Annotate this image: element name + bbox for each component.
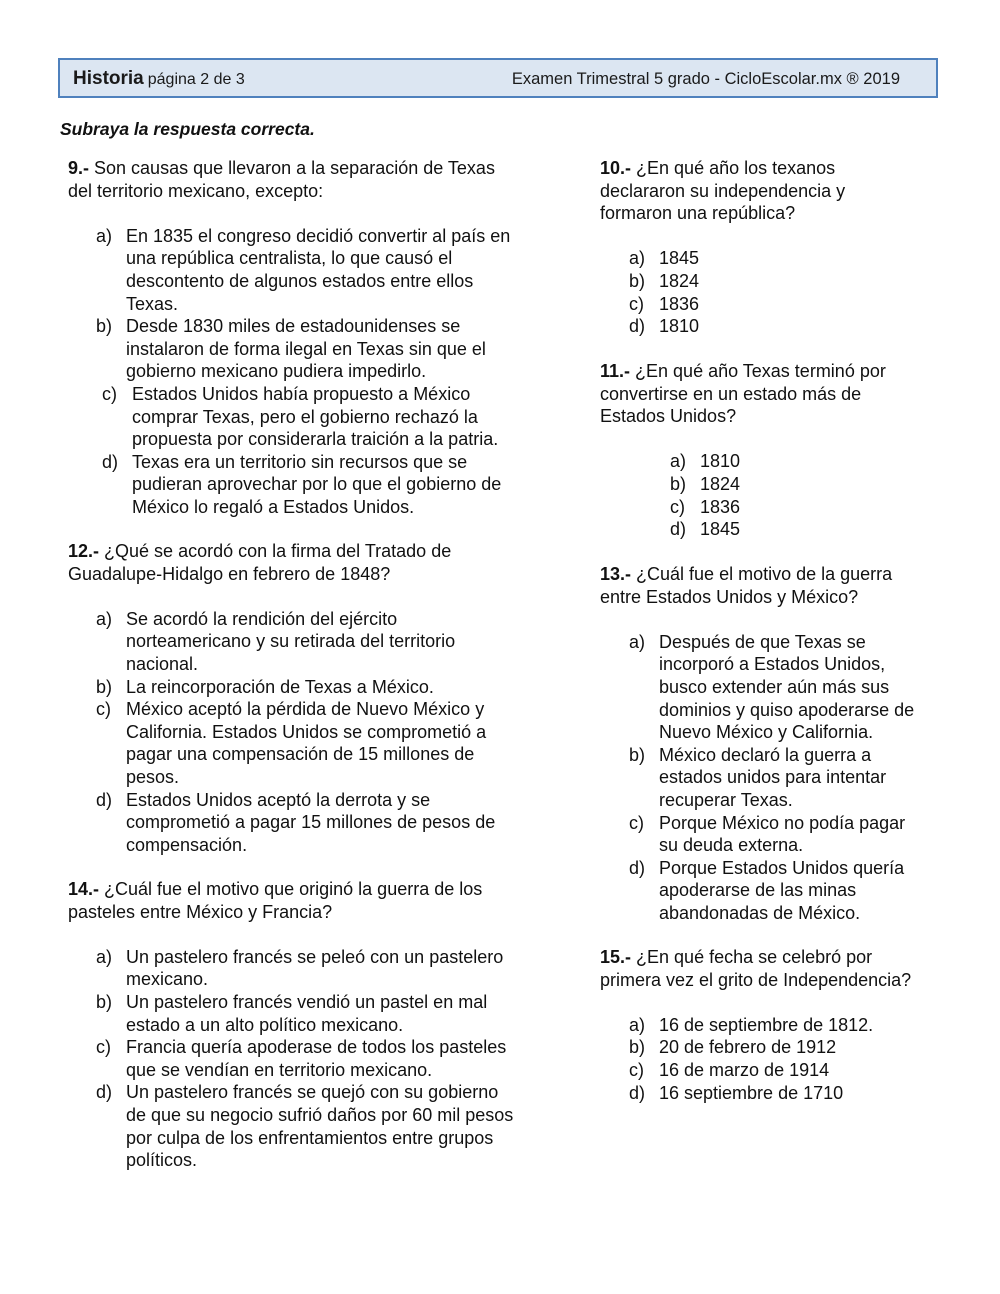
question-11 <box>600 360 940 541</box>
option-d[interactable]: d) Porque Estados Unidos quería apoderarse de las minas abandonadas de México. <box>629 857 905 923</box>
option-a[interactable]: a) En 1835 el congreso decidió convertir al país en una república centralista, lo que causó el descontento de algunos estados entre ellos Texas. <box>96 225 511 314</box>
option-b[interactable]: b) 1824 <box>670 473 741 494</box>
option-c[interactable]: c) Porque México no podía pagar su deuda externa. <box>629 812 906 856</box>
options <box>629 631 945 925</box>
option-b[interactable]: b) 20 de febrero de 1912 <box>629 1037 837 1058</box>
question-text: 9.- Son causas que llevaron a la separación de Texas del territorio mexicano, excepto: <box>68 158 495 201</box>
option-a[interactable]: a) 1845 <box>629 248 700 269</box>
option-b[interactable]: b) La reincorporación de Texas a México. <box>96 676 434 697</box>
options <box>96 946 558 1172</box>
option-d[interactable]: d) 1845 <box>670 519 741 540</box>
option-c[interactable]: c) 16 de marzo de 1914 <box>629 1059 830 1080</box>
option-a[interactable]: a) Se acordó la rendición del ejército norteamericano y su retirada del territorio nacional. <box>96 608 456 674</box>
option-c[interactable]: c) 1836 <box>670 496 741 517</box>
option-a[interactable]: a) Un pastelero francés se peleó con un pastelero mexicano. <box>96 946 504 990</box>
question-text: 12.- ¿Qué se acordó con la firma del Tratado de Guadalupe-Hidalgo en febrero de 1848? <box>68 541 452 584</box>
options <box>96 608 558 857</box>
page-indicator: página 2 de 3 <box>147 71 245 88</box>
options <box>96 225 558 519</box>
question-9 <box>68 157 558 519</box>
option-d[interactable]: d) 1810 <box>629 316 700 337</box>
option-d[interactable]: d) Un pastelero francés se quejó con su gobierno de que su negocio sufrió daños por 60 mil pesos por culpa de los enfrentamientos entre grupos políticos. <box>96 1082 514 1171</box>
question-13 <box>600 563 945 925</box>
option-a[interactable]: a) 1810 <box>670 451 741 472</box>
options <box>629 1014 950 1104</box>
option-c[interactable]: c) 1836 <box>629 293 700 314</box>
option-b[interactable]: b) 1824 <box>629 270 700 291</box>
option-b[interactable]: b) Un pastelero francés vendió un pastel en mal estado a un alto político mexicano. <box>96 991 488 1035</box>
question-text: 14.- ¿Cuál fue el motivo que originó la guerra de los pasteles entre México y Francia? <box>68 879 483 922</box>
question-text: 11.- ¿En qué año Texas terminó por convertirse en un estado más de Estados Unidos? <box>600 361 886 427</box>
question-text: 15.- ¿En qué fecha se celebró por primera vez el grito de Independencia? <box>600 947 912 990</box>
option-c[interactable]: c) Estados Unidos había propuesto a México comprar Texas, pero el gobierno rechazó la propuesta por considerarla traición a la patria. <box>102 383 499 450</box>
question-15 <box>600 946 950 1104</box>
option-a[interactable]: a) Después de que Texas se incorporó a Estados Unidos, busco extender aún más sus dominios y quiso apoderarse de Nuevo México y California. <box>629 631 915 743</box>
options <box>629 247 940 337</box>
question-10 <box>600 157 940 338</box>
question-14 <box>68 878 558 1172</box>
option-d[interactable]: d) 16 septiembre de 1710 <box>629 1082 844 1103</box>
option-c[interactable]: c) Francia quería apoderase de todos los pasteles que se vendían en territorio mexicano. <box>96 1037 507 1080</box>
question-text: 10.- ¿En qué año los texanos declararon su independencia y formaron una república? <box>600 158 846 224</box>
page-header <box>58 58 938 98</box>
option-d[interactable]: d) Estados Unidos aceptó la derrota y se comprometió a pagar 15 millones de pesos de compensación. <box>96 789 496 855</box>
question-text: 13.- ¿Cuál fue el motivo de la guerra entre Estados Unidos y México? <box>600 564 893 607</box>
instruction: Subraya la respuesta correcta. <box>60 119 315 139</box>
option-b[interactable]: b) México declaró la guerra a estados unidos para intentar recuperar Texas. <box>629 744 887 810</box>
question-12 <box>68 540 558 856</box>
exam-title: Examen Trimestral 5 grado - CicloEscolar.mx ® 2019 <box>511 70 900 88</box>
options <box>670 450 940 540</box>
option-d[interactable]: d) Texas era un territorio sin recursos que se pudieran aprovechar por lo que el gobierno de México lo regaló a Estados Unidos. <box>102 451 502 517</box>
option-a[interactable]: a) 16 de septiembre de 1812. <box>629 1014 874 1035</box>
option-c[interactable]: c) México aceptó la pérdida de Nuevo México y California. Estados Unidos se comprometió a pagar una compensación de 15 millones de pesos. <box>96 699 487 787</box>
option-b[interactable]: b) Desde 1830 miles de estadounidenses se instalaron de forma ilegal en Texas sin que el gobierno mexicano pudiera impedirlo. <box>96 316 486 382</box>
subject-title: Historia página 2 de 3 <box>73 68 245 89</box>
